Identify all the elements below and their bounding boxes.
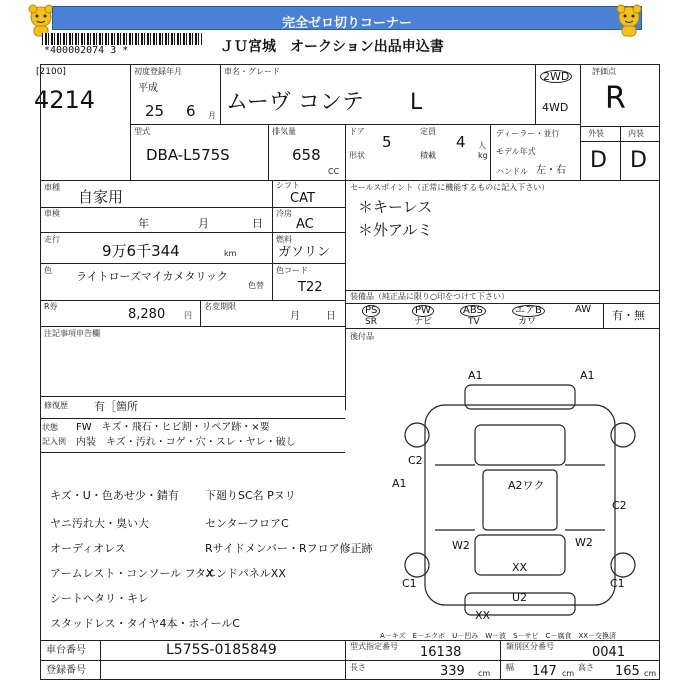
- score-label: 評価点: [592, 67, 616, 76]
- equip-has: 有・無: [612, 309, 645, 322]
- fuel-label: 燃料: [276, 235, 292, 244]
- diagram-mark-a1-left: A1: [392, 477, 407, 490]
- height-cm: cm: [644, 669, 657, 678]
- diagram-mark-c2-right: C2: [612, 499, 627, 512]
- condition-row-2: 内装 キズ・汚れ・コゲ・穴・スレ・ヤレ・破し: [76, 437, 296, 448]
- interior-score: D: [630, 148, 647, 173]
- dealer-label: ディーラー・並行: [496, 129, 560, 138]
- height-label: 高さ: [578, 663, 594, 672]
- diagram-mark-a1-front-left: A1: [468, 369, 483, 382]
- shift-value: CAT: [290, 191, 315, 206]
- month-unit: 月: [208, 111, 216, 120]
- name-change-label: 名変期限: [204, 302, 236, 311]
- equip-airbag: エアB: [512, 305, 545, 317]
- selling-points-label: セールスポイント（正常に機能するものに記入下さい）: [350, 183, 550, 192]
- condition-label-2: 記入例: [42, 437, 66, 446]
- score-value: R: [605, 81, 626, 116]
- load-unit: kg: [478, 151, 488, 160]
- name-change-day: 日: [326, 311, 336, 322]
- reg-label: 登録番号: [46, 665, 86, 676]
- ac-value: AC: [296, 217, 314, 232]
- displacement-label: 排気量: [272, 127, 296, 136]
- width-value: 147: [532, 664, 557, 679]
- inspection-label: 車検: [44, 209, 60, 218]
- handle-label: ハンドル: [496, 167, 528, 176]
- note-right-4: エンドパネルXX: [205, 567, 286, 580]
- doors-label: ドア: [349, 127, 365, 136]
- note-left-4: アームレスト・コンソール フタX: [50, 567, 214, 580]
- equip-ps: PS: [362, 305, 380, 317]
- banner-text: 完全ゼロ切りコーナー: [281, 16, 412, 31]
- drive-4wd: 4WD: [542, 101, 569, 114]
- equip-aw: AW: [575, 304, 592, 315]
- color-label: 色: [44, 266, 52, 275]
- condition-label-1: 状態: [42, 423, 58, 432]
- designation-value: 16138: [420, 645, 462, 660]
- shift-label: シフト: [276, 181, 300, 190]
- barcode-number: *400002074 3 *: [44, 45, 129, 56]
- diagram-mark-w2-left: W2: [452, 539, 470, 552]
- type-label: 車種: [44, 183, 60, 192]
- selling-point-2: ＊外アルミ: [358, 221, 433, 239]
- model-value: DBA-L575S: [146, 146, 230, 164]
- color-change-label: 色替: [248, 281, 264, 290]
- capacity-label: 定員: [420, 127, 436, 136]
- first-reg-year: 25: [145, 102, 165, 120]
- cc-unit: CC: [328, 167, 340, 176]
- width-label: 幅: [506, 663, 514, 672]
- width-cm: cm: [562, 669, 575, 678]
- diagram-mark-xx-bumper: XX: [475, 609, 491, 622]
- mascot-right-icon: [614, 4, 644, 38]
- diagram-legend: A－キズ E－エクボ U－凹み W－波 S－サビ C－腐食 XX－交換済: [380, 632, 617, 640]
- recycle-yen: 円: [184, 311, 192, 320]
- displacement-value: 658: [292, 146, 321, 164]
- first-reg-label: 初度登録年月: [134, 67, 182, 76]
- diagram-mark-a2-roof: A2ワク: [508, 479, 545, 492]
- shape-label: 形状: [349, 151, 365, 160]
- first-reg-era: 平成: [138, 83, 158, 94]
- type-value: 自家用: [78, 188, 124, 206]
- first-reg-month: 6: [186, 102, 196, 120]
- fuel-value: ガソリン: [278, 245, 331, 260]
- equip-tv: TV: [468, 317, 480, 327]
- diagram-mark-c2-left: C2: [408, 454, 423, 467]
- note-left-1: キズ・U・色あせ少・錆有: [50, 489, 179, 502]
- interior-label: 内装: [628, 129, 644, 138]
- mileage-label: 走行: [44, 235, 60, 244]
- equip-leather: カワ: [518, 317, 537, 327]
- km-unit: km: [224, 249, 237, 258]
- note-left-3: オーディオレス: [50, 542, 126, 555]
- note-left-6: スタッドレス・タイヤ4本・ホイールC: [50, 617, 240, 630]
- length-value: 339: [440, 664, 465, 679]
- drive-2wd: 2WD: [540, 70, 572, 83]
- diagram-mark-xx-rear: XX: [512, 561, 528, 574]
- note-left-5: シートヘタリ・キレ: [50, 592, 149, 605]
- model-year-label: モデル年式: [496, 147, 536, 156]
- repair-history-value: 有［箇所: [94, 400, 138, 413]
- handle-value: 左・右: [536, 165, 566, 176]
- form-title: ＪＵ宮城 オークション出品申込書: [220, 39, 444, 55]
- capacity-unit: 人: [478, 141, 486, 150]
- equip-abs: ABS: [460, 305, 486, 317]
- exterior-score: D: [590, 148, 607, 173]
- designation-label: 型式指定番号: [350, 642, 398, 651]
- equip-navi: ナビ: [414, 317, 433, 327]
- exterior-label: 外装: [588, 129, 604, 138]
- diagram-mark-c1-left: C1: [402, 577, 417, 590]
- load-label: 積載: [420, 151, 436, 160]
- length-cm: cm: [478, 669, 491, 678]
- condition-row-1: FW キズ・飛石・ヒビ割・リペア跡・×要: [76, 422, 270, 433]
- length-label: 長さ: [350, 663, 366, 672]
- vehicle-name-label: 車名・グレード: [224, 67, 280, 76]
- equipment-label: 装備品（純正品に限り○印をつけて下さい）: [350, 292, 509, 301]
- chassis-label: 車台番号: [46, 645, 86, 656]
- capacity-value: 4: [456, 133, 466, 151]
- model-label: 型式: [134, 127, 150, 136]
- note-right-2: センターフロアC: [205, 517, 289, 530]
- mileage-value: 9万6千344: [102, 242, 180, 260]
- equip-sr: SR: [365, 317, 377, 327]
- diagram-mark-u2-rear: U2: [512, 591, 528, 604]
- form-code: [2100]: [36, 67, 66, 77]
- equip-pw: PW: [412, 305, 434, 317]
- note-left-2: ヤニ汚れ大・臭い大: [50, 517, 149, 530]
- lot-number: 4214: [34, 86, 96, 114]
- vehicle-grade: L: [410, 90, 423, 115]
- ac-label: 冷房: [276, 209, 292, 218]
- car-diagram: [395, 365, 645, 625]
- recycle-label: R券: [44, 302, 58, 311]
- barcode: [42, 33, 202, 45]
- diagram-mark-w2-right: W2: [575, 536, 593, 549]
- diagram-mark-c1-right: C1: [610, 577, 625, 590]
- diagram-mark-a1-front-right: A1: [580, 369, 595, 382]
- vehicle-name: ムーヴ コンテ: [226, 90, 364, 115]
- color-code-label: 色コード: [276, 266, 308, 275]
- height-value: 165: [615, 664, 640, 679]
- recycle-value: 8,280: [128, 307, 166, 322]
- inspection-month: 月: [198, 217, 209, 230]
- banner: [52, 6, 642, 30]
- category-label: 類別区分番号: [506, 642, 554, 651]
- name-change-month: 月: [290, 311, 300, 322]
- notes-label: 注記事項申告欄: [44, 329, 100, 338]
- repair-history-label: 修復歴: [44, 401, 68, 410]
- after-label: 後付品: [350, 332, 374, 341]
- inspection-day: 日: [252, 217, 263, 230]
- category-value: 0041: [592, 645, 626, 660]
- chassis-value: L575S-0185849: [166, 642, 277, 658]
- selling-point-1: ＊キーレス: [358, 198, 433, 216]
- color-code-value: T22: [298, 280, 323, 295]
- note-right-1: 下廻りSC名 Pヌリ: [205, 489, 296, 502]
- doors-value: 5: [382, 133, 392, 151]
- inspection-year: 年: [138, 217, 149, 230]
- color-value: ライトローズマイカメタリック: [76, 270, 228, 283]
- note-right-3: Rサイドメンバー・Rフロア修正跡: [205, 542, 373, 555]
